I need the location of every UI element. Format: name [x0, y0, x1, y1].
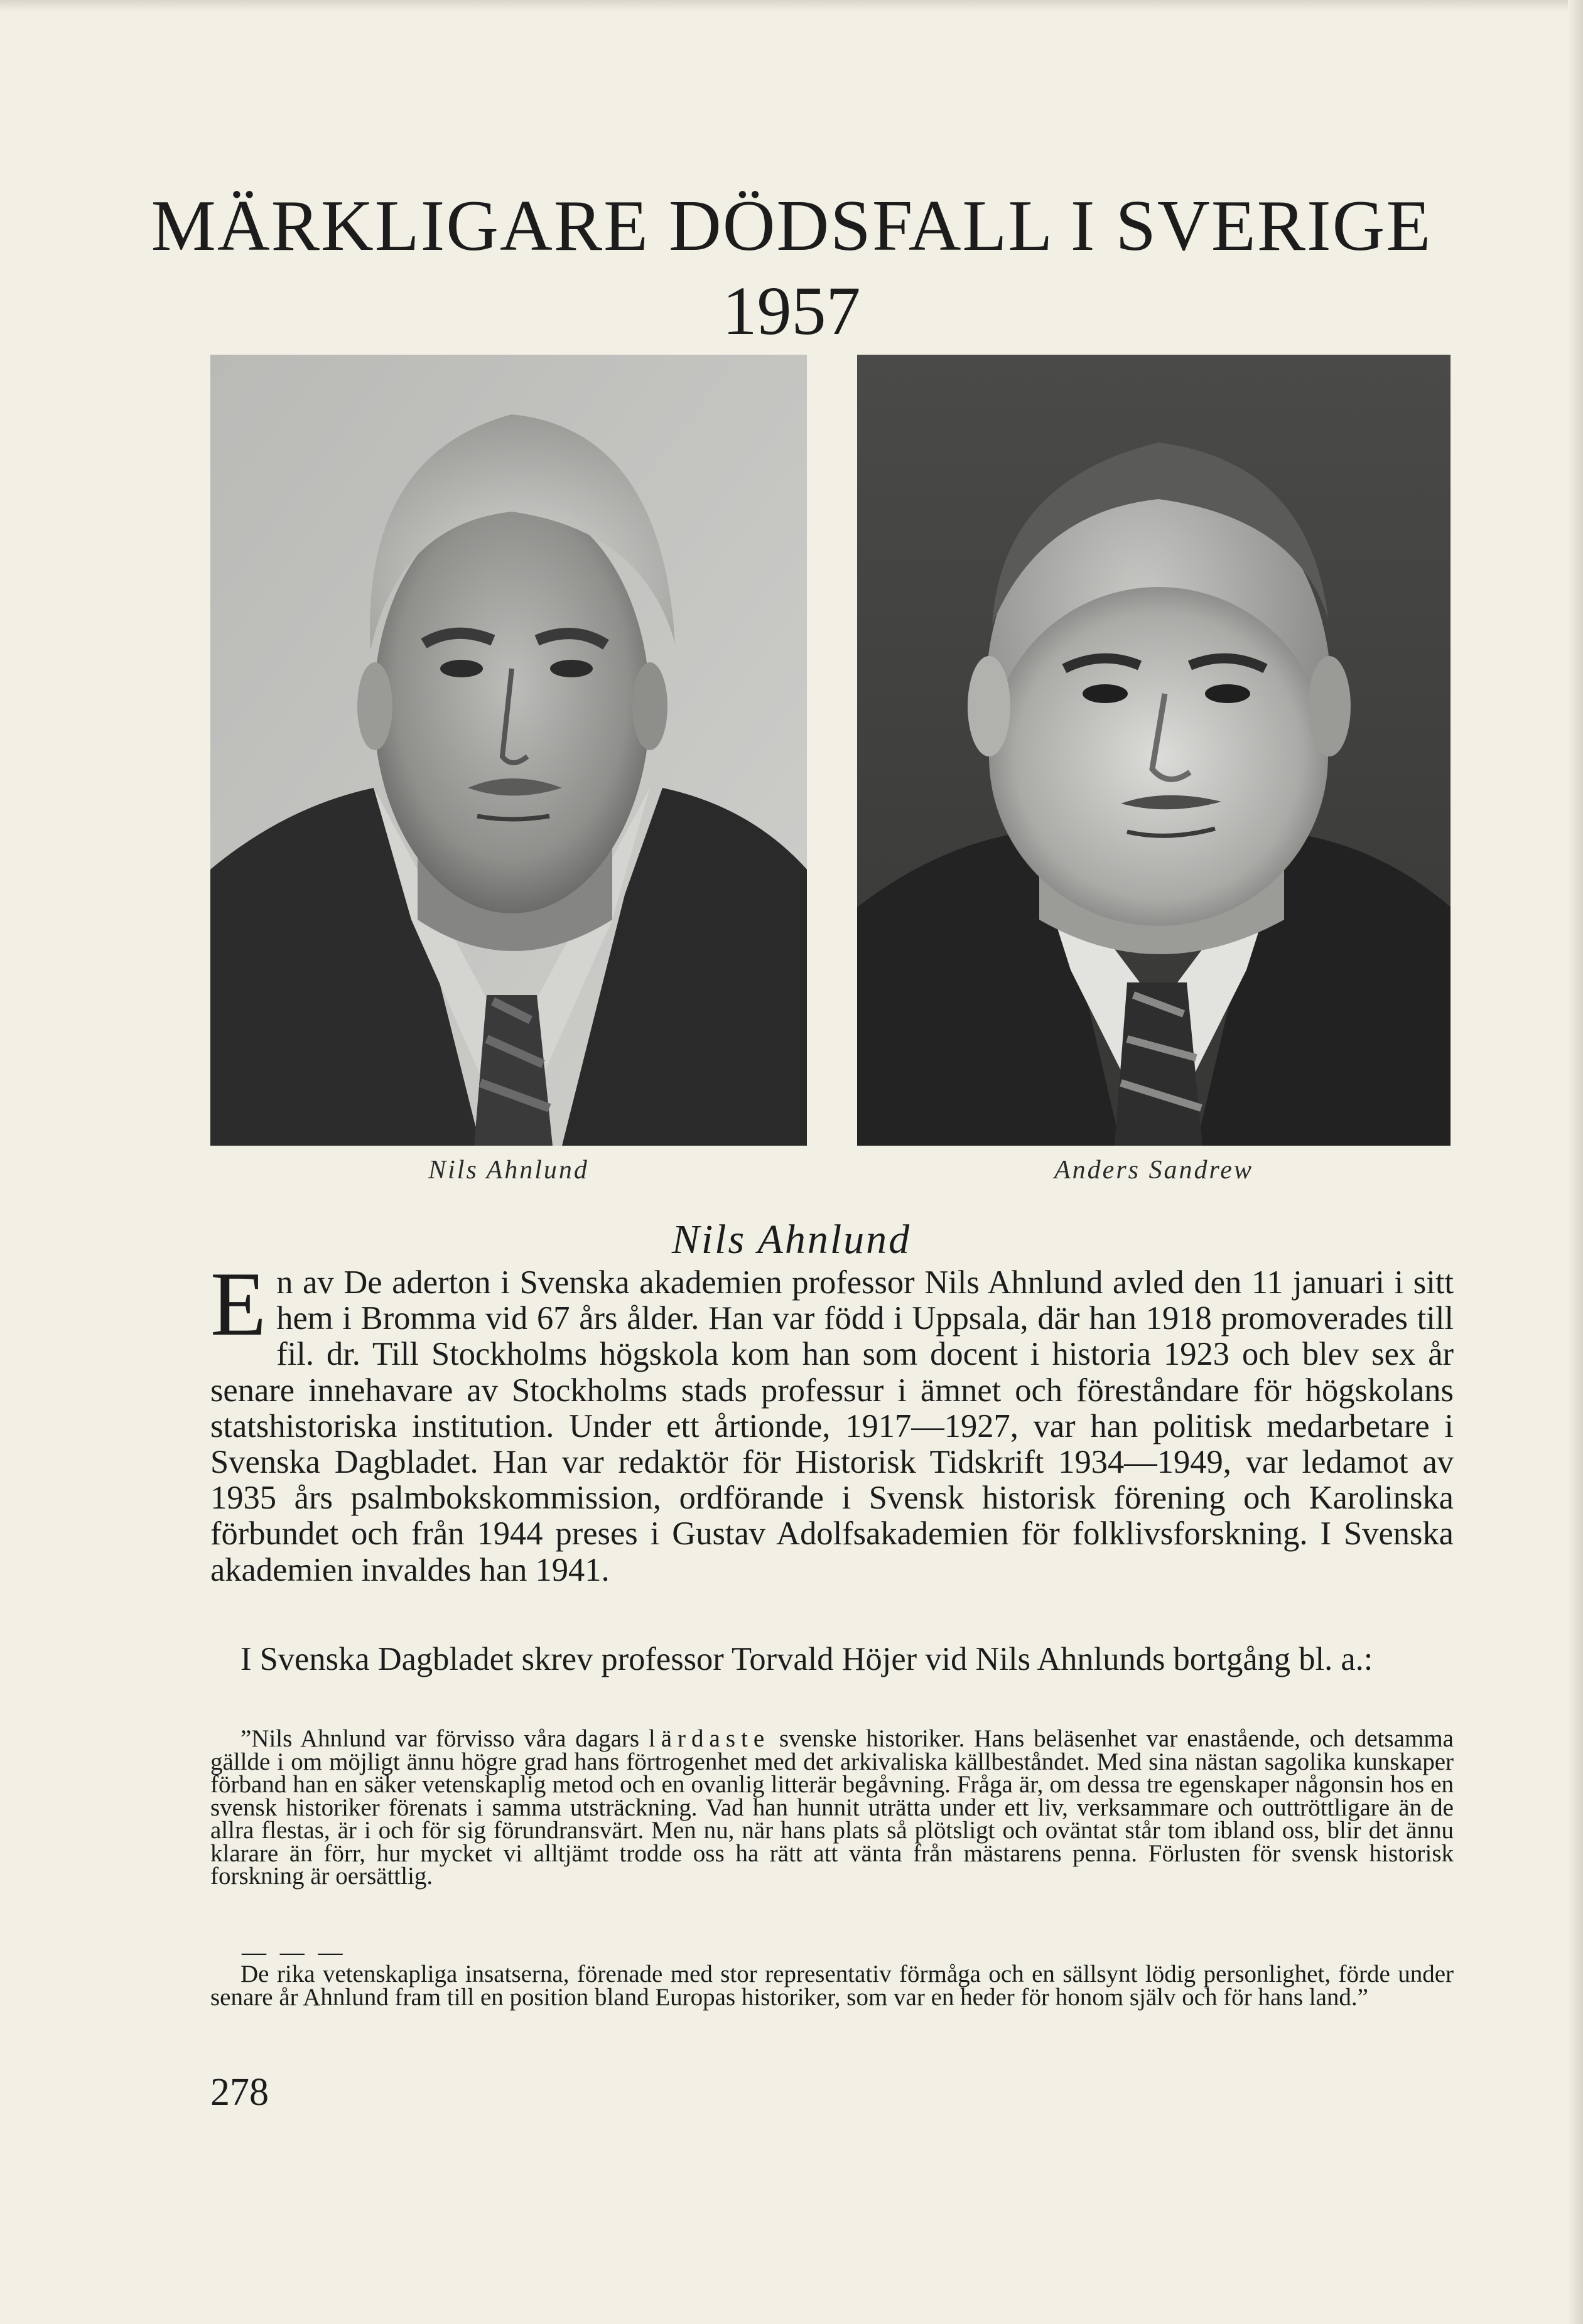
- page-number: 278: [210, 2071, 269, 2114]
- drop-cap: E: [210, 1253, 267, 1355]
- quote-part-1: ”Nils Ahnlund var förvisso våra dagars: [240, 1725, 649, 1752]
- quote-block: [210, 1725, 1454, 1890]
- page-year: 1957: [722, 272, 861, 349]
- photo-caption-right: Anders Sandrew: [1054, 1156, 1253, 1185]
- paragraph-1-text: n av De aderton i Svenska akademien professor Nils Ahnlund avled den 11 januari i sitt hem i Bromma vid 67 års ålder. Han var född i Uppsala, där han 1918 promoverades till fil. dr. Till Stockholms högskola kom han som docent i historia 1923 och blev sex år senare innehavare av Stockholms stads professur i ämnet och föreståndare för högskolans statshistoriska institution. Under ett årtionde, 1917—1927, var han politisk medarbetare i Svenska Dagbladet. Han var redaktör för Historisk Tidskrift 1934—1949, var ledamot av 1935 års psalmbokskommission, ordförande i Svensk historisk förening och Karolinska förbundet och från 1944 preses i Gustav Adolfsakademien för folklivsforskning. I Svenska akademien invaldes han 1941.: [210, 1264, 1454, 1588]
- quote-part-2: svenske historiker. Hans beläsenhet var enastående, och detsamma gällde i om möjligt ännu högre grad hans förtrogenhet med det arkivaliska källbeståndet. Med sina nästan sagolika kunskaper förband han en säker vetenskaplig metod och en ovanlig litterär begåvning. Fråga är, om dessa tre egenskaper någonsin hos en svensk historiker förenats i samma utsträckning. Vad han hunnit uträtta under ett liv, verksammare och outtröttligare än de allra flestas, är i och för sig förundransvärt. Men nu, när hans plats så plötsligt och oväntat står tom ibland oss, blir det ännu klarare än förr, hur mycket vi alltjämt trodde oss ha rätt att vänta från mästarens penna. Förlusten för svensk historisk forskning är oersättlig.: [210, 1725, 1454, 1890]
- quote-spaced-word: lärdaste: [648, 1725, 770, 1752]
- page-title: MÄRKLIGARE DÖDSFALL I SVERIGE: [151, 186, 1432, 266]
- portrait-photo-anders-sandrew: [857, 355, 1451, 1146]
- article-paragraph-1: [210, 1253, 1454, 1588]
- quote-block-2: De rika vetenskapliga insatserna, förenade med stor representativ förmåga och en sällsynt lödig personlighet, förde under senare år Ahnlund fram till en position bland Europas historiker, som var en heder för honom själv och för hans land.”: [210, 1961, 1454, 2011]
- photo-caption-left: Nils Ahnlund: [428, 1156, 589, 1185]
- portrait-photo-nils-ahnlund: [210, 355, 807, 1146]
- page-edge-top: [0, 0, 1583, 11]
- quote-separator-dashes: — — —: [242, 1939, 347, 1966]
- article-paragraph-2: I Svenska Dagbladet skrev professor Torvald Höjer vid Nils Ahnlunds bortgång bl. a.:: [240, 1641, 1373, 1677]
- article-heading: Nils Ahnlund: [671, 1217, 912, 1262]
